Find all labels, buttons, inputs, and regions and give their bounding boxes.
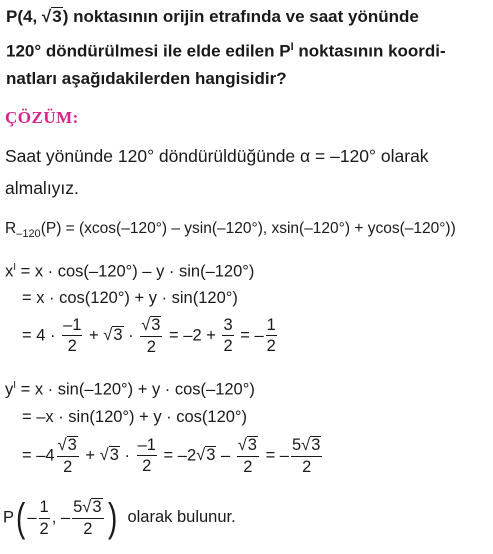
y-step-2: = –x · sin(120°) + y · cos(120°) xyxy=(22,408,248,426)
sqrt-3: √3 xyxy=(103,326,123,345)
right-paren: ) xyxy=(107,496,117,540)
fraction: $\frac{5√3}{2}$ xyxy=(73,498,102,539)
result-line: P( – $\frac{1}{2}$ , – $\frac{5√3}{2}$ ) olarak bulunur. xyxy=(3,496,236,540)
x-step-1: $x^I = x \cdot \cos(-120^\circ) - y \cdot \sin(-120^\circ)$ xyxy=(5,262,255,281)
x-step-3: = 4 · $\frac{-1}{2}$ + √3 · $\frac{√3}{2}$ = –2 + $\frac{3}{2}$ = – $\frac{1}{2}$ xyxy=(22,315,276,357)
fraction: $\frac{-1}{2}$ xyxy=(137,435,156,476)
fraction: $\frac{√3}{2}$ xyxy=(237,436,257,477)
sqrt-3: √3 xyxy=(99,446,119,465)
sqrt-3: √3 xyxy=(196,446,216,465)
y-step-1: $y^I = x \cdot \sin(-120^\circ) + y \cdot \cos(-120^\circ)$ xyxy=(5,380,255,399)
fraction: $\frac{-1}{2}$ xyxy=(63,315,82,356)
fraction: $\frac{√3}{2}$ xyxy=(141,316,161,357)
intro-line-2: almalıyız. xyxy=(5,178,79,198)
fraction: $\frac{1}{2}$ xyxy=(266,315,276,356)
question-line-2: 120° döndürülmesi ile elde edilen $P^I$ noktasının koordi- xyxy=(6,41,446,61)
question-line-1: P(4, √3) noktasının orijin etrafında ve saat yönünde xyxy=(6,2,419,31)
fraction: $\frac{1}{2}$ xyxy=(39,498,49,538)
y-step-3: = –4 $\frac{√3}{2}$ + √3 · $\frac{-1}{2}$ = –2√3 – $\frac{√3}{2}$ = – $\frac{5√3}{2}$ xyxy=(22,435,321,477)
solution-heading: ÇÖZÜM: xyxy=(5,108,79,127)
sqrt-3: √3 xyxy=(41,7,62,26)
fraction: $\frac{√3}{2}$ xyxy=(57,436,77,477)
fraction: $\frac{3}{2}$ xyxy=(223,315,233,356)
rotation-formula: $R_{-120}(P) = (xcos(-120^\circ) - ysin(-120^\circ)$, xsin(–120°) + ycos(–120°)) xyxy=(5,220,456,241)
left-paren: ( xyxy=(16,496,26,540)
intro-line-1: Saat yönünde 120° döndürüldüğünde α = –120° olarak xyxy=(5,146,429,166)
x-step-2: = x · cos(120°) + y · sin(120°) xyxy=(22,289,238,307)
fraction: $\frac{5√3}{2}$ xyxy=(291,436,321,477)
question-line-3: natları aşağıdakilerden hangisidir? xyxy=(6,69,287,88)
